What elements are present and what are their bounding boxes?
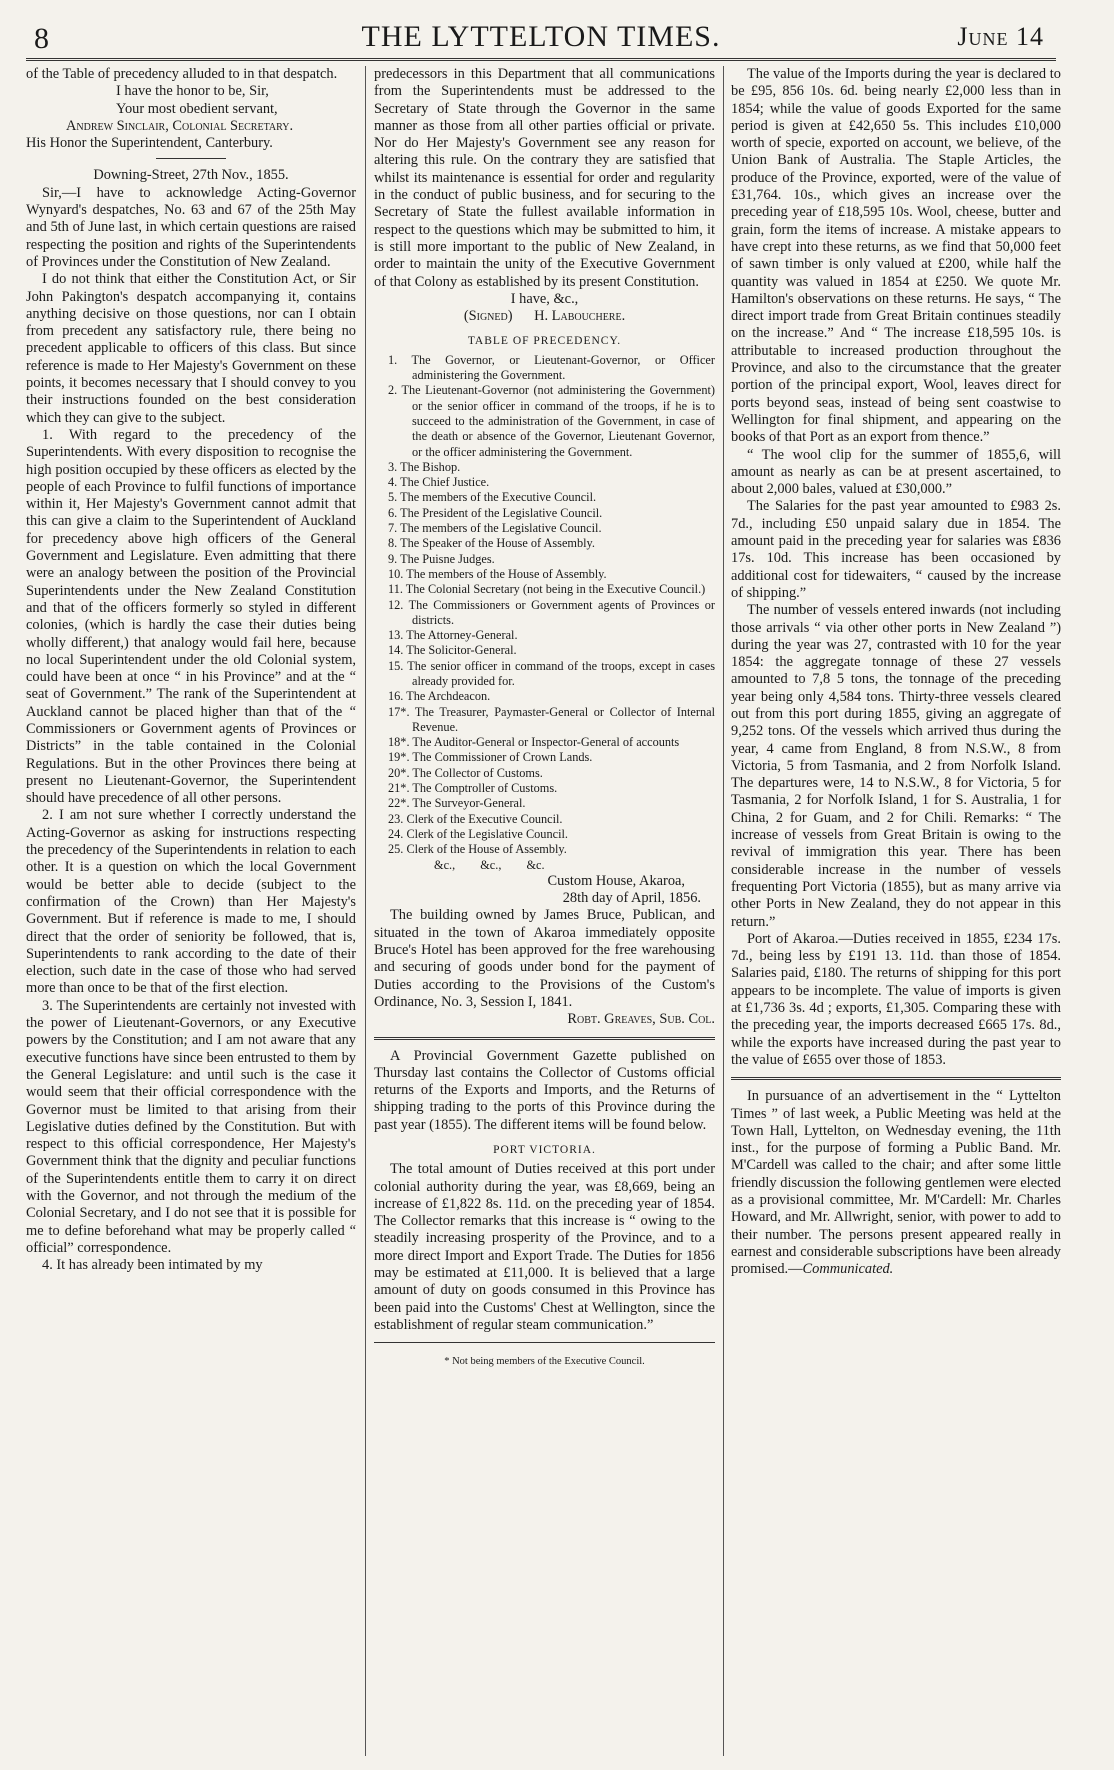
dateline: Downing-Street, 27th Nov., 1855.: [93, 167, 289, 184]
list-item: 22*. The Surveyor-General.: [388, 796, 526, 811]
column-divider: [723, 66, 724, 1756]
paragraph: The Salaries for the past year amounted to £983 2s. 7d., including £50 unpaid salary due in 1854. The amount paid in the preceding year for salaries was £836 17s. 10d. This increase has been occasioned by additional cost for tidewaiters, “ caused by the increase of shipping.”: [731, 498, 1061, 601]
section-heading: TABLE OF PRECEDENCY.: [467, 335, 622, 348]
paragraph: 1. With regard to the precedency of the Superintendents. With every disposition to recognise the high position occupied by these officers as elected by the people of each Province to fulfil functions of importance within it, Her Majesty's Government cannot admit that this can give a claim to the Superintendent of Auckland for precedency above high officers of the General Government and Legislature. Even admitting that there were an analogy between the position of the Provincial Superintendents under the New Zealand Constitution and that of the officers formerly so styled in different colonies, (which is hardly the case their duties being wholly different,) that analogy would fail here, because no local Superintendent under the old Colonial system, could have been at once “ in his Province” and at the “ seat of Government.” The rank of the Superintendent at Auckland cannot be placed higher than that of the “ Commissioners or Government agents of Provinces or Districts” in the table contained in the Colonial Regulations. But in the other Provinces there being at present no Lieutenant-Governor, the Superintendent should have precedence of all other persons.: [26, 426, 356, 807]
list-item: 25. Clerk of the House of Assembly.: [388, 842, 567, 857]
list-item: 20*. The Collector of Customs.: [388, 765, 543, 780]
page-number: 8: [34, 22, 49, 55]
signature: Robt. Greaves, Sub. Col.: [567, 1011, 715, 1028]
dateline: Custom House, Akaroa,: [547, 872, 685, 889]
list-item: 15. The senior officer in command of the troops, except in cases already provided for.: [388, 658, 715, 688]
list-item: 7. The members of the Legislative Council.: [388, 521, 602, 536]
page-header: [26, 20, 1056, 55]
paragraph: 3. The Superintendents are certainly not invested with the power of Lieutenant-Governors, or any Executive powers by the Constitution; and I am not aware that any executive functions have since been entrusted to them by the General Legislature: and until such is the case it would seem that their official correspondence with the Governor must be limited to that arising from their Legislative duties defined by the Constitution. But with respect to this official correspondence, Her Majesty's Government think that the dignity and peculiar functions of the Superintendents entitle them to carry it on direct with the Governor, and not through the medium of the Colonial Secretary, and I do not see that it is possible for me to define beforehand what may be properly called “ official” correspondence.: [26, 997, 356, 1256]
separator: [731, 1077, 1061, 1080]
list-item: 17*. The Treasurer, Paymaster-General or Collector of Internal Revenue.: [388, 704, 715, 734]
column-1: [26, 66, 356, 1274]
paragraph: The building owned by James Bruce, Publican, and situated in the town of Akaroa immediately opposite Bruce's Hotel has been approved for the free warehousing and securing of goods under bond for the payment of Duties according to the Provisions of the Custom's Ordinance, No. 3, Session I, 1841.: [374, 907, 715, 1010]
list-item: 9. The Puisne Judges.: [388, 551, 495, 566]
separator: [156, 158, 226, 159]
issue-date: June 14: [957, 22, 1044, 51]
signature: Andrew Sinclair, Colonial Secretary.: [66, 117, 294, 134]
paragraph: The number of vessels entered inwards (not including those arrivals “ via other other ports in New Zealand ”) during the year was 27, contrasted with 10 for the year 1854: the aggregate tonnage of these 27 vessels amounted to 7,8 5 tons, the tonnage of the preceding year being only 4,584 tons. Thirty-three vessels cleared out from this port during 1855, giving an aggregate of 9,252 tons. Of the vessels which arrived thus during the year, 4 came from England, 8 from N.S.W., 8 from Victoria, 5 from Tasmania, and 2 from Norfolk Island. The departures were, 14 to N.S.W., 8 for Victoria, 5 for Tasmania, 2 for Norfolk Island, 1 for S. Australia, 1 for China, 2 for Guam, and 2 for Chili. Remarks: “ The increase of vessels from Great Britain is owing to the revival of immigration this year. There has been considerable increase in the number of vessels frequenting Port Victoria (1855), but as many arrive via other Ports in New Zealand, they do not appear in this return.”: [731, 602, 1061, 930]
paragraph: “ The wool clip for the summer of 1855,6, will amount as nearly as can be at present ascertained, to about 2,000 bales, valued at £30,000.”: [731, 446, 1061, 498]
closing-line: Your most obedient servant,: [116, 100, 278, 117]
column-3: [731, 66, 1061, 1278]
paragraph: A Provincial Government Gazette published on Thursday last contains the Collector of Customs official returns of the Exports and Imports, and the Returns of shipping trading to the ports of this Province during the past year (1855). The different items will be found below.: [374, 1047, 715, 1133]
list-item: 18*. The Auditor-General or Inspector-General of accounts: [388, 735, 680, 750]
section-heading: PORT VICTORIA.: [493, 1144, 596, 1156]
precedency-list: [374, 353, 715, 873]
byline: Communicated.: [802, 1261, 894, 1278]
paragraph-text: In pursuance of an advertisement in the “ Lyttelton Times ” of last week, a Public Meeting was held at the Town Hall, Lyttelton, on Wednesday evening, the 11th inst., for the purpose of forming a Public Band. Mr. M'Cardell was called to the chair; and after some little friendly discussion the following gentlemen were elected as a provisional committee, Mr. M'Cardell: Mr. Charles Howard, and Mr. Allwright, senior, with power to add to their number. The persons present appeared really in earnest and considerable subscriptions have been already promised.—: [731, 1088, 1061, 1278]
etcetera: &c., &c., &c.: [434, 857, 545, 872]
signature: (Signed) H. Labouchere.: [463, 308, 626, 325]
list-item: 3. The Bishop.: [388, 459, 461, 474]
separator: [374, 1037, 715, 1040]
list-item: 10. The members of the House of Assembly.: [388, 566, 607, 581]
list-item: 23. Clerk of the Executive Council.: [388, 811, 563, 826]
list-item: 8. The Speaker of the House of Assembly.: [388, 536, 595, 551]
list-item: 2. The Lieutenant-Governor (not administering the Government) or the senior officer in command of the troops, if he is to succeed to the administration of the Government, in case of the death or absence of the Governor, Lieutenant Governor, or the officer administering the Government.: [388, 383, 715, 459]
paragraph: [731, 1088, 1061, 1278]
list-item: 16. The Archdeacon.: [388, 689, 491, 704]
list-item: 1. The Governor, or Lieutenant-Governor, or Officer administering the Government.: [388, 352, 715, 383]
closing-line: I have, &c.,: [510, 290, 579, 307]
dateline: 28th day of April, 1856.: [562, 890, 701, 907]
list-item: 5. The members of the Executive Council.: [388, 490, 597, 505]
list-item: 4. The Chief Justice.: [388, 475, 490, 490]
paragraph: 4. It has already been intimated by my: [42, 1257, 263, 1274]
paragraph: The total amount of Duties received at this port under colonial authority during the year, was £8,669, being an increase of £1,822 8s. 11d. on the preceding year of 1854. The Collector remarks that this increase is “ owing to the steadily increasing prosperity of the Province, and to a more direct Import and Export Trade. The Duties for 1856 may be estimated at £11,000. It is believed that a large amount of duty on goods consumed in this Province has been paid into the Customs' Chest at Wellington, since the establishment of regular steam communication.”: [374, 1161, 715, 1333]
header-rule: [26, 58, 1056, 61]
list-item: 13. The Attorney-General.: [388, 628, 518, 643]
list-item: 14. The Solicitor-General.: [388, 643, 517, 658]
column-2: [374, 66, 715, 1371]
paragraph: Port of Akaroa.—Duties received in 1855, £234 17s. 7d., being less by £191 13. 11d. than those of 1854. Salaries paid, £180. The returns of shipping for this port appears to be incomplete. The value of imports is given at £1,736 3s. 4d ; exports, £1,305. Comparing these with the preceding year, the imports decreased £665 17s. 8d., while the exports have increased during the past year to the value of £655 over those of 1853.: [731, 930, 1061, 1068]
paragraph: of the Table of precedency alluded to in that despatch.: [26, 66, 338, 82]
list-item: 12. The Commissioners or Government agents of Provinces or districts.: [388, 597, 715, 627]
column-divider: [365, 66, 366, 1756]
paragraph: predecessors in this Department that all communications from the Superintendents must be addressed to the Secretary of State through the Governor in the same manner as those from all other parties official or private. Nor do Her Majesty's Government see any reason for altering this rule. On the contrary they are satisfied that whilst its maintenance is essential for order and regularity in the conduct of public business, and for securing to the Secretary of State the fullest available information in respect to the questions which may be submitted to him, it is still more important to the public of New Zealand, in order to maintain the unity of the Executive Government of that Colony as established by its present Constitution.: [374, 66, 715, 290]
separator: [374, 1342, 715, 1343]
list-item: 6. The President of the Legislative Council.: [388, 505, 603, 520]
paragraph: Sir,—I have to acknowledge Acting-Governor Wynyard's despatches, No. 63 and 67 of the 25th May and 5th of June last, in which certain questions are raised respecting the position and rights of the Superintendents of Provinces under the Constitution of New Zealand.: [26, 184, 356, 270]
addressee: His Honor the Superintendent, Canterbury.: [26, 135, 273, 152]
list-item: 24. Clerk of the Legislative Council.: [388, 826, 568, 841]
paragraph: I do not think that either the Constitution Act, or Sir John Pakington's despatch accompanying it, contains anything decisive on those questions, nor can I obtain from precedent any satisfactory rule, there being no precedent applicable to officers of this class. But since reference is made to Her Majesty's Government on these points, it becomes necessary that I should convey to you their instructions founded on the best consideration which they can give to the subject.: [26, 271, 356, 426]
paragraph: 2. I am not sure whether I correctly understand the Acting-Governor as asking for instructions respecting the precedency of the Superintendents in relation to each other. It is a question on which the local Government would be better able to decide (subject to the confirmation of the Crown) than Her Majesty's Government. But if reference is made to me, I should direct that the order of seniority be followed, that is, Superintendents to rank according to the date of their election, such date in the case of those who had served more than once to be that of the first election.: [26, 807, 356, 997]
list-item: 11. The Colonial Secretary (not being in the Executive Council.): [388, 582, 706, 597]
footnote: * Not being members of the Executive Council.: [444, 1356, 645, 1368]
newspaper-title: THE LYTTELTON TIMES.: [361, 20, 721, 53]
list-item: 21*. The Comptroller of Customs.: [388, 781, 558, 796]
paragraph: The value of the Imports during the year is declared to be £95, 856 10s. 6d. being nearly £2,000 less than in 1854; while the value of goods Exported for the same period is given at £42,650 5s. This includes £10,000 worth of specie, exported on account, we believe, of the Union Bank of Australia. The Staple Articles, the produce of the Province, exported, were of the value of £31,764. 10s., which gives an increase over the preceding year of £18,595 10s. Wool, cheese, butter and grain, form the items of increase. A mistake appears to have crept into these returns, as we find that 50,000 feet of sawn timber is only valued at £200, while half the quantity was valued in 1854 at £250. We quote Mr. Hamilton's observations on these returns. He says, “ The direct import trade from Great Britain continues steadily on the increase.” And “ The increase £18,595 10s. is attributable to increased production throughout the Province, and also to the circumstance that the greater portion of the principal export, Wool, leaves direct for ports beyond seas, instead of being sent coastwise to Wellington for final shipment, and appearing on the books of that Port as an export from thence.”: [731, 66, 1061, 446]
list-item: 19*. The Commissioner of Crown Lands.: [388, 750, 593, 765]
closing-line: I have the honor to be, Sir,: [116, 83, 269, 100]
